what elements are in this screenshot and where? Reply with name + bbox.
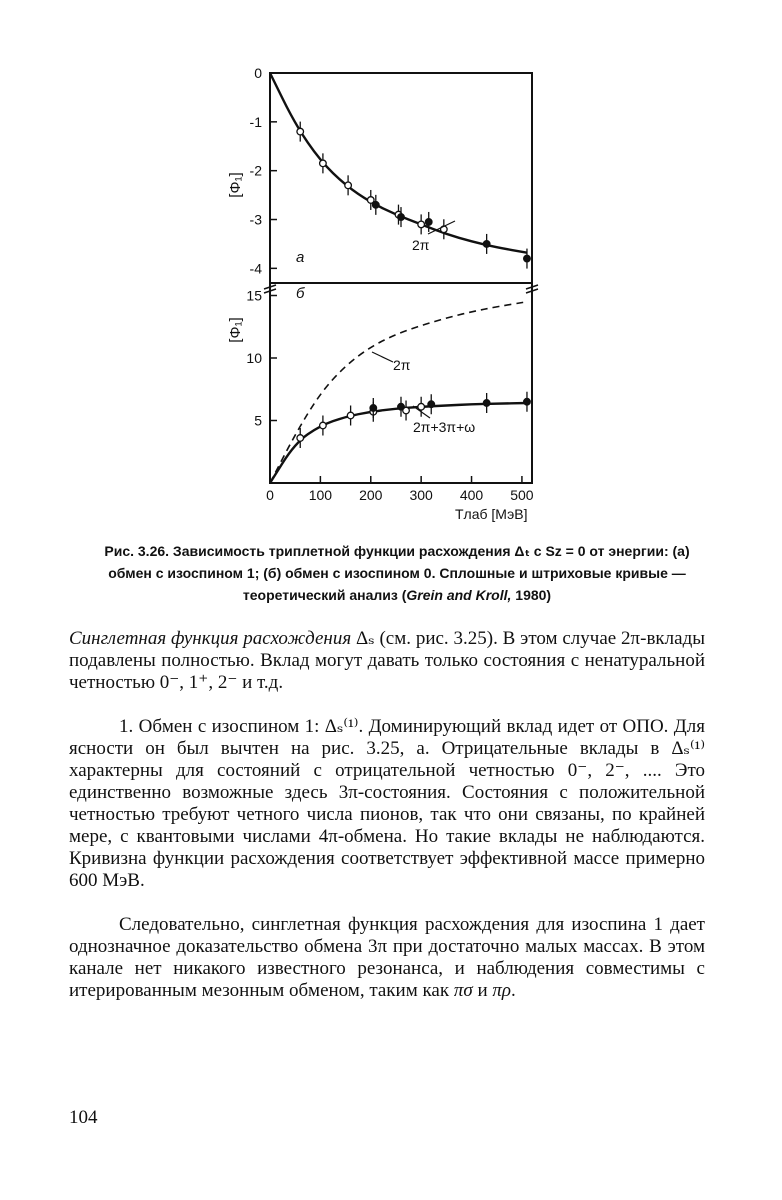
caption-year: 1980) [511,587,552,603]
bottom-point-filled-circle [524,398,531,405]
paragraph-isospin-1: 1. Обмен с изоспином 1: Δₛ⁽¹⁾. Доминирующий вклад идет от ОПО. Для ясности он был вычтен на рис. 3.25, а. Отрицательные вклады в Δₛ⁽¹⁾ характерны для состояний с отрицательной четностью 0⁻, 2⁻, .... Это единственно возможные здесь 3π-состояния. Состояния с положительной четностью требуют четного числа пионов, так что они связаны, по крайней мере, с квантовыми числами 4π-обмена. Но такие вклады не наблюдаются. Кривизна функции расхождения соответствует эффективной массе примерно 600 МэВ. [69,716,705,891]
top-curve-label: 2π [412,237,430,253]
top-panel-label: а [296,249,305,266]
x-axis-label: Tлаб [МэВ] [455,506,528,522]
solid-curve-label: 2π+3π+ω [413,419,476,435]
caption-authors: Grein and Kroll, [406,587,512,603]
top-point-filled-circle [425,219,432,226]
bottom-point-filled-circle [370,405,377,412]
x-ticks [266,476,534,503]
bottom-point-open-circle [418,403,425,410]
bottom-point-open-circle [347,412,354,419]
top-point-open-circle [297,128,304,135]
top-curve-solid [270,73,527,253]
figure-caption [92,540,702,606]
x-tick-label: 200 [359,487,383,503]
y-tick-label: -3 [249,211,262,228]
paragraph-singlet-term: Синглетная функция расхождения [69,628,352,649]
symbol-pi-sigma: πσ [453,980,473,1001]
y-tick-label: 5 [254,412,262,429]
top-point-open-circle [320,160,327,167]
paragraph-conclusion-text: Следовательно, синглетная функция расхождения для изоспина 1 дает однозначное доказательство обмена 3π при достаточно малых массах. В этом канале нет никакого известного резонанса, и наблюдения совместимы с итерированным мезонным обменом, таким как [69,914,705,1001]
paragraph-conclusion-and: и [472,980,493,1001]
top-point-open-circle [418,221,425,228]
x-tick-label: 100 [308,487,333,503]
dashed-curve-label: 2π [393,357,411,373]
top-point-filled-circle [373,202,380,209]
figure-3-26 [0,0,782,540]
y-tick-label: 15 [246,287,262,304]
paragraph-singlet [69,628,705,694]
bottom-point-filled-circle [428,401,435,408]
bottom-curve-dashed [270,302,527,483]
bottom-panel-label: б [296,285,305,302]
y-tick-label: 10 [246,350,262,366]
top-point-filled-circle [483,241,490,248]
x-tick-label: 400 [459,487,484,503]
bottom-y-axis-label: [Φ₁] [227,317,244,343]
top-point-open-circle [345,182,352,189]
dashed-curve-label-leader [372,352,393,362]
y-tick-label: -2 [249,162,262,179]
bottom-point-open-circle [320,422,327,429]
x-tick-label: 500 [510,487,534,503]
page-number: 104 [69,1107,98,1128]
top-point-filled-circle [398,214,405,221]
y-tick-label: 0 [254,65,262,81]
caption-lead: Рис. 3.26. Зависимость триплетной функции расхождения Δₜ с Sz = 0 от энергии: (а) обмен с изоспином 1; (б) обмен с изоспином 0. Сплошные и штриховые кривые — теоретический анализ ( [104,543,690,603]
top-panel-frame [270,73,532,283]
symbol-pi-rho: πρ [492,980,512,1001]
top-point-filled-circle [524,255,531,262]
bottom-point-filled-circle [398,403,405,410]
paragraph-conclusion-end: . [511,980,516,1001]
bottom-point-filled-circle [483,400,490,407]
x-tick-label: 0 [266,487,274,503]
paragraph-conclusion [69,914,705,1002]
bottom-y-ticks [246,288,277,429]
y-tick-label: -4 [249,260,262,277]
curves [270,73,527,483]
top-y-ticks [250,65,277,276]
bottom-curve-solid [270,403,527,483]
bottom-point-open-circle [297,435,304,442]
paragraph-singlet-rest: Δₛ (см. рис. 3.25). В этом случае 2π-вклады подавлены полностью. Вклад могут давать только состояния с ненатуральной четностью 0⁻, 1⁺, 2⁻ и т.д. [69,628,706,693]
bottom-panel-frame [270,283,532,483]
x-tick-label: 300 [409,487,433,503]
top-y-axis-label: [Φ₁] [227,172,244,198]
y-tick-label: -1 [249,113,262,130]
